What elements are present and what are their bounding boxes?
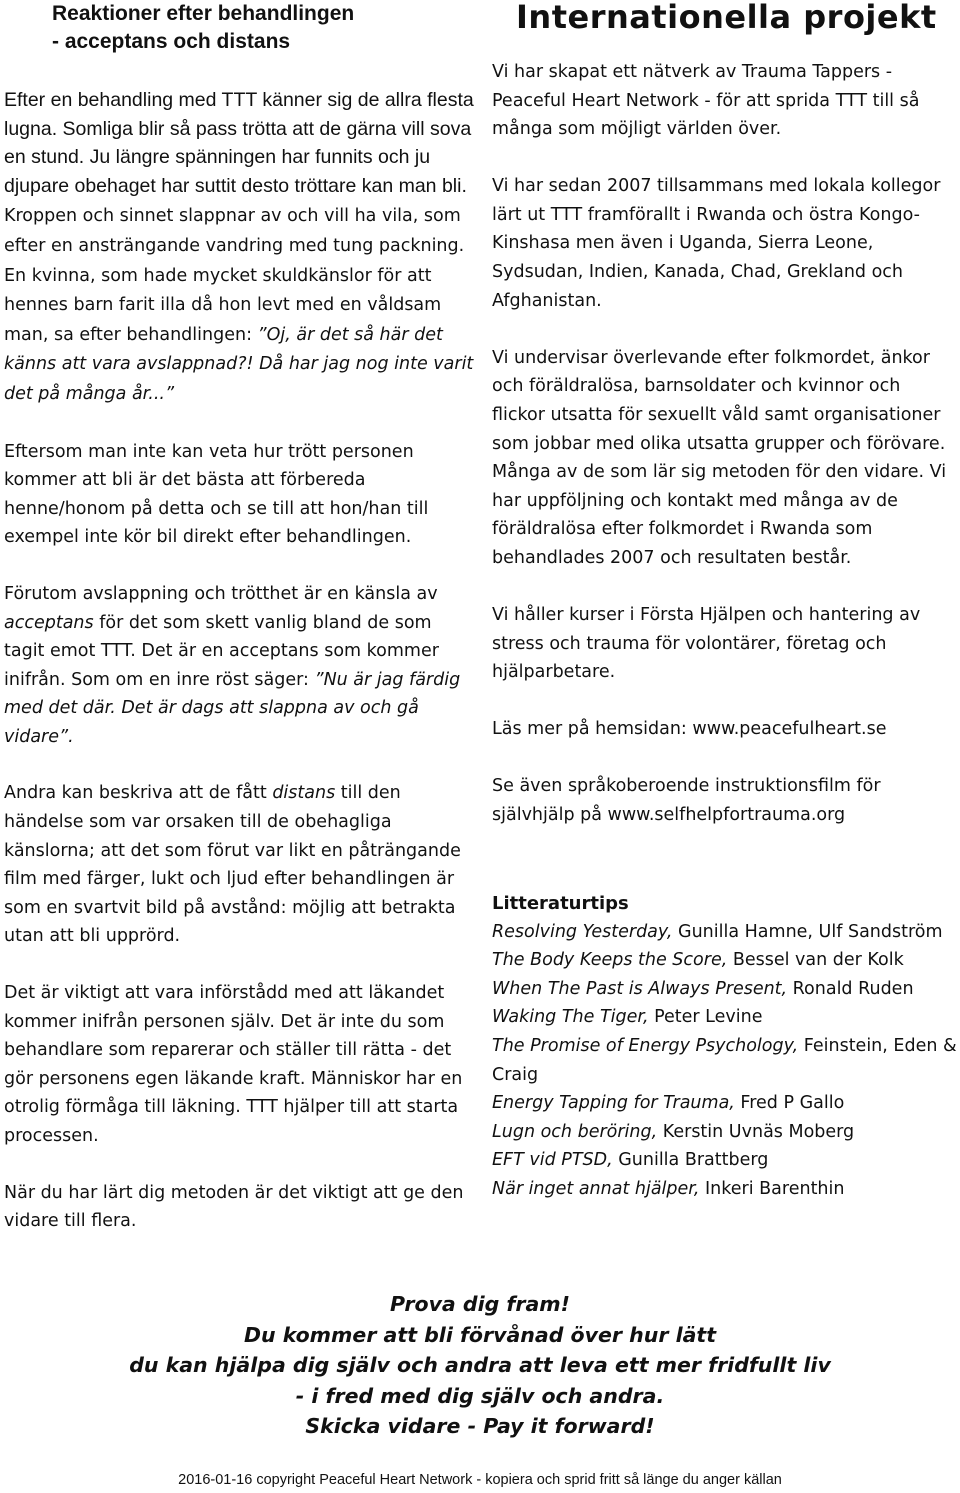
intro-paragraph <box>4 86 474 409</box>
literature-heading: Litteraturtips <box>492 892 629 914</box>
left-heading-line1: Reaktioner efter behandlingen <box>52 2 355 25</box>
left-column <box>4 0 474 1236</box>
book-item <box>492 975 958 1004</box>
paragraph-distance <box>4 779 474 951</box>
copyright-footer: 2016-01-16 copyright Peaceful Heart Network - kopiera och sprid fritt så länge du anger källan <box>178 1472 782 1488</box>
book-title: The Body Keeps the Score, <box>492 950 728 971</box>
paragraph-healing: Det är viktigt att vara införstådd med att läkandet kommer inifrån personen själv. Det är inte du som behandlare som reparerar och ställer till rätta - det gör personens egen läkande kraft. Människor har en otrolig förmåga till läkning. TTT hjälper till att starta processen. <box>4 983 463 1146</box>
book-author: Peter Levine <box>648 1007 763 1028</box>
book-item <box>492 1175 958 1204</box>
distance-text-a: Andra kan beskriva att de fått <box>4 783 273 804</box>
right-heading: Internationella projekt <box>516 0 937 36</box>
closing-slogan <box>0 1289 960 1442</box>
book-title: Lugn och beröring, <box>492 1121 658 1142</box>
book-author: Feinstein, Eden & Craig <box>492 1035 957 1085</box>
acceptance-text-a: Förutom avslappning och trötthet är en känsla av <box>4 583 438 604</box>
slogan-line4: - i fred med dig själv och andra. <box>295 1383 665 1408</box>
book-item <box>492 1003 958 1032</box>
paragraph-network: Vi har skapat ett nätverk av Trauma Tappers - Peaceful Heart Network - för att sprida TTT till så många som möjligt världen över. <box>492 62 920 140</box>
paragraph-tiredness: Eftersom man inte kan veta hur trött personen kommer att bli är det bästa att förbereda henne/honom på detta och se till att hon/han till exempel inte kör bil direkt efter behandlingen. <box>4 441 429 548</box>
book-title: Energy Tapping for Trauma, <box>492 1093 735 1114</box>
book-item <box>492 1118 958 1147</box>
acceptance-emphasis: acceptans <box>4 612 94 633</box>
book-title: The Promise of Energy Psychology, <box>492 1035 799 1056</box>
book-author: Gunilla Hamne, Ulf Sandström <box>672 921 943 942</box>
paragraph-teaching: Vi undervisar överlevande efter folkmordet, änkor och föräldralösa, barnsoldater och kvinnor och flickor utsatta för sexuellt våld samt organisationer som jobbar med olika utsatta grupper och förövare. Många av de som lär sig metoden för den vidare. Vi har uppföljning och kontakt med många av de föräldralösa efter folkmordet i Rwanda som behandlades 2007 och resultaten består. <box>492 347 947 568</box>
book-author: Bessel van der Kolk <box>727 950 904 971</box>
book-author: Kerstin Uvnäs Moberg <box>657 1121 855 1142</box>
paragraph-website: Läs mer på hemsidan: www.peacefulheart.se <box>492 719 887 740</box>
book-item <box>492 1032 958 1089</box>
paragraph-acceptance <box>4 580 474 752</box>
acceptance-text-b: för det som skett vanlig bland de som tagit emot TTT. Det är en acceptans som kommer inifrån. Som om en inre röst säger: <box>4 612 439 690</box>
paragraph-courses: Vi håller kurser i Första Hjälpen och hantering av stress och trauma för volontärer, företag och hjälparbetare. <box>492 605 921 683</box>
intro-text-b: Kroppen och sinnet slappnar av och vill ha vila, som efter en ansträngande vandring med tung packning. En kvinna, som hade mycket skuldkänslor för att hennes barn farit illa då hon levt med en våldsam man, sa efter behandlingen: <box>4 206 465 345</box>
distance-text-b: till den händelse som var orsaken till de obehagliga känslorna; att det som förut var likt en påträngande film med färger, lukt och ljud efter behandlingen är som en svartvit bild på avstånd: möjlig att betrakta utan att bli upprörd. <box>4 783 461 947</box>
literature-list <box>492 918 958 1204</box>
book-author: Gunilla Brattberg <box>612 1150 769 1171</box>
distance-emphasis: distans <box>272 783 336 804</box>
book-title: When The Past is Always Present, <box>492 978 788 999</box>
slogan-line3: du kan hjälpa dig själv och andra att leva ett mer fridfullt liv <box>129 1353 831 1377</box>
book-title: EFT vid PTSD, <box>492 1150 613 1171</box>
book-author: Fred P Gallo <box>734 1093 845 1114</box>
slogan-line1: Prova dig fram! <box>389 1292 570 1316</box>
book-title: Resolving Yesterday, <box>492 921 673 942</box>
book-author: Inkeri Barenthin <box>699 1178 845 1199</box>
paragraph-countries: Vi har sedan 2007 tillsammans med lokala kollegor lärt ut TTT framförallt i Rwanda och östra Kongo-Kinshasa men även i Uganda, Sierra Leone, Sydsudan, Indien, Kanada, Chad, Grekland och Afghanistan. <box>492 176 941 311</box>
right-column <box>492 0 958 1204</box>
book-title: Waking The Tiger, <box>492 1007 649 1028</box>
acceptance-quote: ”Nu är jag färdig med det där. Det är dags att slappna av och gå vidare”. <box>4 669 461 747</box>
slogan-line2: Du kommer att bli förvånad över hur lätt <box>243 1322 717 1347</box>
book-item <box>492 1146 958 1175</box>
book-item <box>492 918 958 947</box>
book-author: Ronald Ruden <box>787 978 914 999</box>
left-heading <box>4 0 474 56</box>
book-item <box>492 1089 958 1118</box>
book-title: När inget annat hjälper, <box>492 1178 700 1199</box>
left-heading-line2: - acceptans och distans <box>52 30 291 53</box>
paragraph-pass-on: När du har lärt dig metoden är det viktigt att ge den vidare till flera. <box>4 1182 464 1232</box>
intro-quote: ”Oj, är det så här det känns att vara avslappnad?! Då har jag nog inte varit det på många år...” <box>4 324 474 404</box>
slogan-line5: Skicka vidare - Pay it forward! <box>305 1414 655 1438</box>
intro-text-a: Efter en behandling med TTT känner sig de allra flesta lugna. Somliga blir så pass trötta att de gärna vill sova en stund. Ju längre spänningen har funnits och ju djupare obehaget har suttit desto tröttare kan man bli. <box>4 89 474 197</box>
book-item <box>492 946 958 975</box>
paragraph-selfhelp: Se även språkoberoende instruktionsfilm för självhjälp på www.selfhelpfortrauma.org <box>492 776 881 825</box>
